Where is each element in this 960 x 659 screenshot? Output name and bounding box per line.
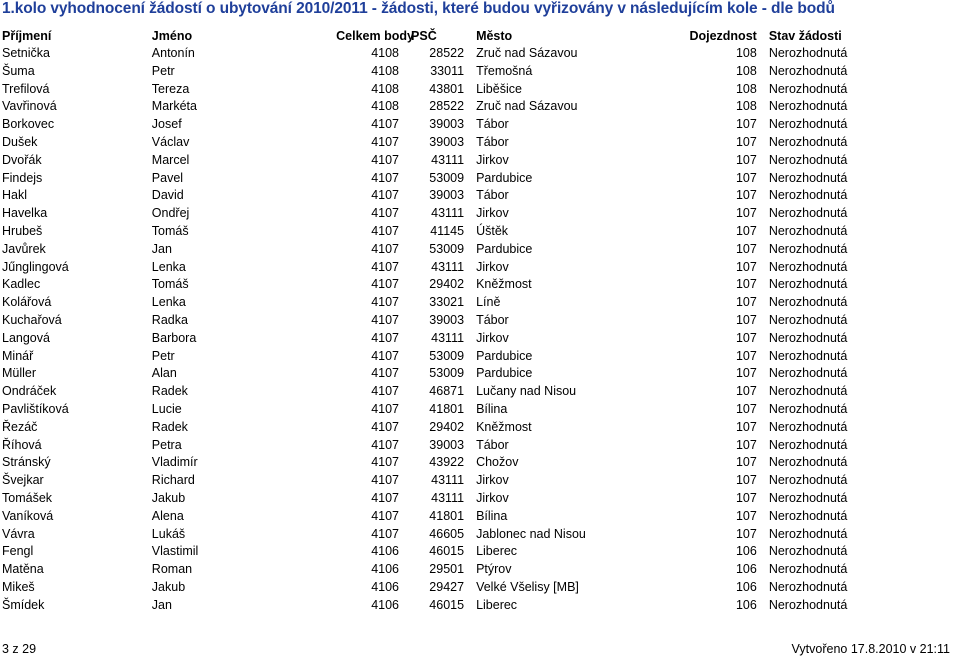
cell-name: Tereza: [151, 81, 190, 96]
cell-psc: 43111: [431, 490, 465, 505]
cell-name: Jan: [151, 597, 172, 612]
cell-psc: 46015: [429, 597, 465, 612]
cell-city: Tábor: [476, 312, 509, 327]
cell-name: Josef: [151, 117, 182, 132]
table-body: [0, 45, 900, 615]
cell-psc: 46871: [429, 384, 465, 399]
cell-name: Tomáš: [151, 277, 189, 292]
table-row: [0, 330, 900, 348]
table-row: [0, 543, 900, 561]
cell-distance: 106: [735, 562, 757, 577]
table-row: [0, 170, 900, 188]
cell-surname: Hakl: [2, 188, 28, 203]
cell-distance: 107: [735, 455, 757, 470]
table-row: [0, 348, 900, 366]
table-row: [0, 454, 900, 472]
cell-state: Nerozhodnutá: [768, 223, 848, 238]
cell-surname: Dušek: [2, 134, 38, 149]
cell-total-points: 4107: [371, 508, 400, 523]
cell-name: Petra: [151, 437, 182, 452]
cell-psc: 28522: [429, 99, 465, 114]
cell-total-points: 4108: [371, 81, 400, 96]
cell-distance: 108: [735, 46, 757, 60]
cell-distance: 107: [735, 384, 757, 399]
cell-state: Nerozhodnutá: [768, 384, 848, 399]
table-row: [0, 401, 900, 419]
cell-name: Jakub: [151, 579, 186, 594]
cell-city: Tábor: [476, 134, 509, 149]
cell-surname: Hrubeš: [2, 223, 43, 238]
cell-surname: Kadlec: [2, 277, 41, 292]
cell-total-points: 4107: [371, 277, 400, 292]
cell-state: Nerozhodnutá: [768, 455, 848, 470]
cell-psc: 29402: [429, 277, 465, 292]
cell-psc: 39003: [429, 188, 465, 203]
cell-distance: 107: [735, 330, 757, 345]
cell-city: Tábor: [476, 117, 509, 132]
cell-state: Nerozhodnutá: [768, 419, 848, 434]
cell-state: Nerozhodnutá: [768, 117, 848, 132]
cell-total-points: 4106: [371, 544, 400, 559]
cell-state: Nerozhodnutá: [768, 81, 848, 96]
table-row: [0, 383, 900, 401]
cell-psc: 43111: [431, 259, 465, 274]
cell-total-points: 4107: [371, 473, 400, 488]
cell-psc: 43922: [429, 455, 465, 470]
cell-state: Nerozhodnutá: [768, 206, 848, 221]
table-row: [0, 490, 900, 508]
cell-city: Tábor: [476, 437, 509, 452]
cell-city: Jablonec nad Nisou: [476, 526, 586, 541]
cell-name: Petr: [151, 63, 175, 78]
cell-state: Nerozhodnutá: [768, 330, 848, 345]
cell-surname: Setnička: [2, 46, 50, 60]
header-total-points: Celkem body: [336, 29, 414, 43]
cell-city: Jirkov: [476, 473, 509, 488]
cell-total-points: 4107: [371, 223, 400, 238]
cell-name: Lukáš: [151, 526, 186, 541]
cell-city: Liběšice: [476, 81, 522, 96]
header-name: Jméno: [151, 29, 193, 43]
cell-state: Nerozhodnutá: [768, 295, 848, 310]
table-row: [0, 116, 900, 134]
cell-total-points: 4107: [371, 295, 400, 310]
cell-total-points: 4108: [371, 63, 400, 78]
cell-name: Vladimír: [151, 455, 198, 470]
cell-surname: Müller: [2, 366, 37, 381]
cell-city: Ptýrov: [476, 562, 512, 577]
cell-surname: Matěna: [2, 562, 44, 577]
cell-total-points: 4106: [371, 579, 400, 594]
cell-distance: 107: [735, 508, 757, 523]
table-row: [0, 561, 900, 579]
cell-psc: 43111: [431, 330, 465, 345]
cell-city: Zruč nad Sázavou: [476, 46, 578, 60]
cell-distance: 107: [735, 473, 757, 488]
cell-psc: 39003: [429, 312, 465, 327]
cell-surname: Vaníková: [2, 508, 54, 523]
cell-surname: Dvořák: [2, 152, 42, 167]
cell-total-points: 4107: [371, 330, 400, 345]
cell-psc: 53009: [429, 170, 465, 185]
cell-psc: 43111: [431, 152, 465, 167]
cell-psc: 29427: [429, 579, 465, 594]
cell-state: Nerozhodnutá: [768, 473, 848, 488]
cell-name: Pavel: [151, 170, 184, 185]
cell-name: Markéta: [151, 99, 197, 114]
cell-total-points: 4107: [371, 366, 400, 381]
cell-surname: Ondráček: [2, 384, 57, 399]
cell-total-points: 4107: [371, 526, 400, 541]
cell-state: Nerozhodnutá: [768, 490, 848, 505]
cell-total-points: 4107: [371, 206, 400, 221]
cell-name: Lenka: [151, 259, 186, 274]
cell-name: Alan: [151, 366, 177, 381]
cell-city: Velké Všelisy [MB]: [476, 579, 579, 594]
cell-distance: 108: [735, 63, 757, 78]
cell-name: Alena: [151, 508, 184, 523]
page-title: 1.kolo vyhodnocení žádostí o ubytování 2010/2011 - žádosti, které budou vyřizovány v následujícím kole - dle bodů: [2, 0, 835, 17]
cell-distance: 108: [735, 81, 757, 96]
cell-name: Antonín: [151, 46, 195, 60]
cell-surname: Jűnglingová: [2, 259, 69, 274]
table-row: [0, 152, 900, 170]
cell-city: Jirkov: [476, 259, 509, 274]
cell-state: Nerozhodnutá: [768, 437, 848, 452]
cell-name: David: [151, 188, 184, 203]
cell-city: Pardubice: [476, 348, 533, 363]
cell-total-points: 4107: [371, 117, 400, 132]
table-row: [0, 526, 900, 544]
table-row: [0, 81, 900, 99]
applications-table: [0, 28, 900, 615]
table-row: [0, 45, 900, 63]
cell-name: Marcel: [151, 152, 190, 167]
header-city: Město: [476, 29, 513, 43]
cell-surname: Šuma: [2, 63, 35, 78]
cell-name: Richard: [151, 473, 195, 488]
cell-distance: 106: [735, 579, 757, 594]
cell-surname: Mikeš: [2, 579, 35, 594]
cell-city: Liberec: [476, 597, 518, 612]
cell-state: Nerozhodnutá: [768, 366, 848, 381]
cell-distance: 107: [735, 152, 757, 167]
table-row: [0, 276, 900, 294]
cell-surname: Javůrek: [2, 241, 46, 256]
cell-distance: 107: [735, 526, 757, 541]
cell-distance: 107: [735, 490, 757, 505]
cell-name: Petr: [151, 348, 175, 363]
cell-surname: Trefilová: [2, 81, 50, 96]
cell-distance: 107: [735, 277, 757, 292]
cell-psc: 39003: [429, 117, 465, 132]
cell-distance: 107: [735, 117, 757, 132]
cell-name: Radka: [151, 312, 188, 327]
cell-surname: Borkovec: [2, 117, 55, 132]
cell-state: Nerozhodnutá: [768, 544, 848, 559]
cell-city: Líně: [476, 295, 501, 310]
cell-distance: 107: [735, 259, 757, 274]
cell-surname: Minář: [2, 348, 34, 363]
table-row: [0, 98, 900, 116]
cell-total-points: 4106: [371, 597, 400, 612]
cell-distance: 107: [735, 170, 757, 185]
table-row: [0, 365, 900, 383]
cell-state: Nerozhodnutá: [768, 277, 848, 292]
cell-name: Radek: [151, 419, 188, 434]
cell-state: Nerozhodnutá: [768, 152, 848, 167]
cell-total-points: 4107: [371, 241, 400, 256]
cell-state: Nerozhodnutá: [768, 188, 848, 203]
cell-state: Nerozhodnutá: [768, 562, 848, 577]
header-surname: Příjmení: [2, 29, 52, 43]
cell-distance: 107: [735, 348, 757, 363]
cell-city: Kněžmost: [476, 277, 532, 292]
cell-psc: 46015: [429, 544, 465, 559]
cell-distance: 106: [735, 544, 757, 559]
cell-psc: 41801: [429, 508, 465, 523]
cell-total-points: 4107: [371, 419, 400, 434]
cell-psc: 41801: [429, 401, 465, 416]
cell-state: Nerozhodnutá: [768, 401, 848, 416]
cell-surname: Šmídek: [2, 597, 45, 612]
cell-total-points: 4107: [371, 437, 400, 452]
cell-surname: Fengl: [2, 544, 34, 559]
created-timestamp: Vytvořeno 17.8.2010 v 21:11: [791, 642, 950, 656]
cell-surname: Kolářová: [2, 295, 52, 310]
cell-state: Nerozhodnutá: [768, 508, 848, 523]
cell-state: Nerozhodnutá: [768, 312, 848, 327]
cell-state: Nerozhodnutá: [768, 526, 848, 541]
cell-total-points: 4107: [371, 134, 400, 149]
table-row: [0, 597, 900, 615]
cell-distance: 107: [735, 366, 757, 381]
table-row: [0, 205, 900, 223]
table-row: [0, 472, 900, 490]
cell-state: Nerozhodnutá: [768, 348, 848, 363]
cell-city: Pardubice: [476, 366, 533, 381]
table-header-row: [0, 28, 900, 45]
cell-surname: Findejs: [2, 170, 43, 185]
cell-total-points: 4108: [371, 46, 400, 60]
table-row: [0, 259, 900, 277]
table-row: [0, 312, 900, 330]
cell-surname: Pavlištíková: [2, 401, 69, 416]
cell-city: Kněžmost: [476, 419, 532, 434]
cell-total-points: 4107: [371, 312, 400, 327]
cell-state: Nerozhodnutá: [768, 241, 848, 256]
cell-city: Tábor: [476, 188, 509, 203]
cell-total-points: 4107: [371, 188, 400, 203]
cell-surname: Řezáč: [2, 419, 38, 434]
cell-distance: 107: [735, 295, 757, 310]
cell-psc: 43111: [431, 206, 465, 221]
cell-psc: 53009: [429, 366, 465, 381]
cell-total-points: 4107: [371, 170, 400, 185]
cell-state: Nerozhodnutá: [768, 134, 848, 149]
cell-psc: 39003: [429, 437, 465, 452]
cell-surname: Havelka: [2, 206, 48, 221]
cell-city: Liberec: [476, 544, 518, 559]
cell-city: Lučany nad Nisou: [476, 384, 577, 399]
cell-name: Jan: [151, 241, 172, 256]
cell-name: Barbora: [151, 330, 197, 345]
cell-psc: 29402: [429, 419, 465, 434]
cell-total-points: 4106: [371, 562, 400, 577]
cell-total-points: 4107: [371, 490, 400, 505]
cell-psc: 33021: [429, 295, 465, 310]
cell-distance: 107: [735, 223, 757, 238]
cell-state: Nerozhodnutá: [768, 99, 848, 114]
cell-total-points: 4107: [371, 401, 400, 416]
cell-surname: Langová: [2, 330, 50, 345]
table-row: [0, 294, 900, 312]
cell-name: Václav: [151, 134, 190, 149]
cell-psc: 39003: [429, 134, 465, 149]
cell-distance: 106: [735, 597, 757, 612]
cell-surname: Vavřinová: [2, 99, 57, 114]
cell-distance: 107: [735, 206, 757, 221]
cell-name: Lenka: [151, 295, 186, 310]
cell-state: Nerozhodnutá: [768, 579, 848, 594]
cell-total-points: 4107: [371, 152, 400, 167]
cell-city: Pardubice: [476, 241, 533, 256]
cell-city: Bílina: [476, 401, 508, 416]
cell-name: Jakub: [151, 490, 186, 505]
cell-psc: 33011: [430, 63, 465, 78]
cell-surname: Tomášek: [2, 490, 53, 505]
cell-city: Jirkov: [476, 330, 509, 345]
table-row: [0, 437, 900, 455]
cell-name: Roman: [151, 562, 193, 577]
cell-psc: 28522: [429, 46, 465, 60]
header-state: Stav žádosti: [768, 29, 842, 43]
table-row: [0, 508, 900, 526]
header-distance: Dojezdnost: [689, 29, 757, 43]
cell-psc: 43801: [429, 81, 465, 96]
cell-city: Jirkov: [476, 152, 509, 167]
cell-city: Pardubice: [476, 170, 533, 185]
table-row: [0, 134, 900, 152]
cell-surname: Říhová: [2, 437, 42, 452]
cell-distance: 107: [735, 437, 757, 452]
cell-surname: Kuchařová: [2, 312, 62, 327]
cell-distance: 107: [735, 188, 757, 203]
table-row: [0, 419, 900, 437]
cell-distance: 107: [735, 241, 757, 256]
cell-city: Chožov: [476, 455, 519, 470]
cell-psc: 46605: [429, 526, 465, 541]
cell-distance: 107: [735, 134, 757, 149]
cell-name: Radek: [151, 384, 188, 399]
cell-state: Nerozhodnutá: [768, 63, 848, 78]
cell-surname: Vávra: [2, 526, 35, 541]
cell-city: Jirkov: [476, 206, 509, 221]
cell-name: Vlastimil: [151, 544, 199, 559]
cell-total-points: 4107: [371, 384, 400, 399]
cell-city: Úštěk: [476, 223, 509, 238]
cell-name: Lucie: [151, 401, 182, 416]
cell-psc: 53009: [429, 241, 465, 256]
cell-surname: Švejkar: [2, 473, 44, 488]
cell-total-points: 4107: [371, 259, 400, 274]
cell-psc: 53009: [429, 348, 465, 363]
cell-psc: 29501: [429, 562, 465, 577]
cell-psc: 43111: [431, 473, 465, 488]
table-row: [0, 187, 900, 205]
cell-state: Nerozhodnutá: [768, 597, 848, 612]
cell-name: Tomáš: [151, 223, 189, 238]
table-row: [0, 63, 900, 81]
cell-total-points: 4108: [371, 99, 400, 114]
header-psc: PSČ: [411, 29, 437, 43]
cell-name: Ondřej: [151, 206, 190, 221]
cell-surname: Stránský: [2, 455, 51, 470]
cell-city: Jirkov: [476, 490, 509, 505]
cell-city: Zruč nad Sázavou: [476, 99, 578, 114]
cell-city: Třemošná: [476, 63, 533, 78]
cell-state: Nerozhodnutá: [768, 46, 848, 60]
cell-distance: 107: [735, 312, 757, 327]
cell-psc: 41145: [430, 223, 465, 238]
cell-state: Nerozhodnutá: [768, 170, 848, 185]
table-row: [0, 223, 900, 241]
table-row: [0, 579, 900, 597]
cell-total-points: 4107: [371, 348, 400, 363]
cell-total-points: 4107: [371, 455, 400, 470]
cell-distance: 108: [735, 99, 757, 114]
cell-distance: 107: [735, 401, 757, 416]
cell-distance: 107: [735, 419, 757, 434]
page-number: 3 z 29: [2, 642, 37, 656]
table-row: [0, 241, 900, 259]
cell-city: Bílina: [476, 508, 508, 523]
cell-state: Nerozhodnutá: [768, 259, 848, 274]
